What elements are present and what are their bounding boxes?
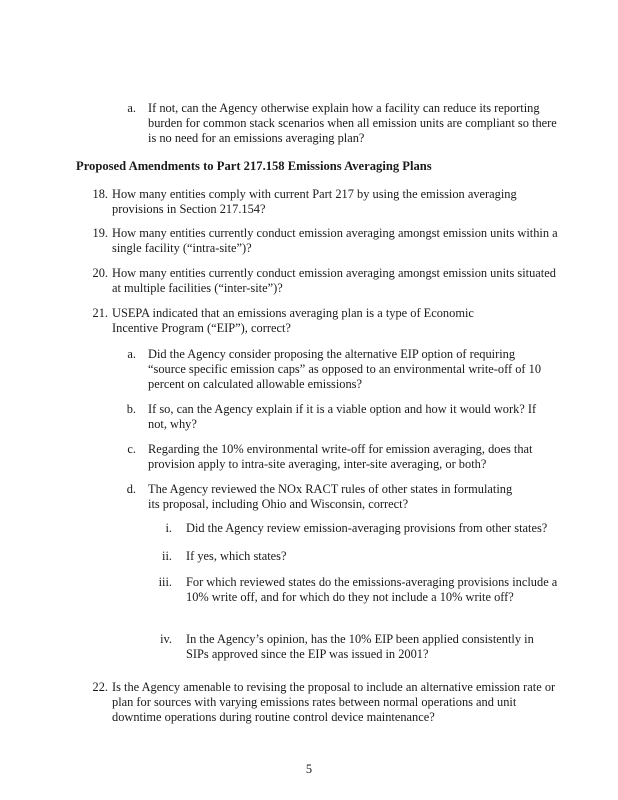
text-line: Did the Agency consider proposing the alternative EIP option of requiring <box>148 347 516 361</box>
text-line: How many entities currently conduct emission averaging amongst emission units situated <box>112 266 556 280</box>
text-line: downtime operations during routine control device maintenance? <box>112 710 435 724</box>
item-label: d. <box>126 482 136 496</box>
text-line: For which reviewed states do the emissions-averaging provisions include a <box>186 575 558 589</box>
section-heading: Proposed Amendments to Part 217.158 Emissions Averaging Plans <box>76 159 432 173</box>
text-line: The Agency reviewed the NOx RACT rules of other states in formulating <box>148 482 513 496</box>
text-line: plan for sources with varying emissions rates between normal operations and unit <box>112 695 517 709</box>
text-line: How many entities currently conduct emission averaging amongst emission units within a <box>112 226 558 240</box>
text-line: SIPs approved since the EIP was issued in 2001? <box>186 647 429 661</box>
text-line: provisions in Section 217.154? <box>112 202 266 216</box>
text-line: Is the Agency amenable to revising the proposal to include an alternative emission rate or <box>112 680 556 694</box>
text-line: How many entities comply with current Part 217 by using the emission averaging <box>112 187 517 201</box>
text-line: single facility (“intra-site”)? <box>112 241 252 255</box>
text-line: If yes, which states? <box>186 549 287 563</box>
item-label: iii. <box>158 575 172 589</box>
text-line: Regarding the 10% environmental write-off for emission averaging, does that <box>148 442 533 456</box>
text-line: burden for common stack scenarios when all emission units are compliant so there <box>148 116 557 130</box>
item-label: c. <box>127 442 136 456</box>
text-line: USEPA indicated that an emissions averaging plan is a type of Economic <box>112 306 474 320</box>
text-line: If not, can the Agency otherwise explain how a facility can reduce its reporting <box>148 101 540 115</box>
text-line: percent on calculated allowable emissions? <box>148 377 362 391</box>
item-label: iv. <box>160 632 172 646</box>
question-number: 18. <box>92 187 108 201</box>
page-number: 5 <box>305 762 313 776</box>
text-line: “source specific emission caps” as opposed to an environmental write-off of 10 <box>148 362 542 376</box>
text-line: is no need for an emissions averaging plan? <box>148 131 365 145</box>
question-number: 22. <box>92 680 108 694</box>
question-number: 20. <box>92 266 108 280</box>
item-label: a. <box>127 347 136 361</box>
item-label: a. <box>127 101 136 115</box>
text-line: Did the Agency review emission-averaging provisions from other states? <box>186 521 548 535</box>
text-line: its proposal, including Ohio and Wisconsin, correct? <box>148 497 409 511</box>
text-line: at multiple facilities (“inter-site”)? <box>112 281 283 295</box>
question-number: 21. <box>92 306 108 320</box>
text-line: provision apply to intra-site averaging, inter-site averaging, or both? <box>148 457 487 471</box>
text-line: In the Agency’s opinion, has the 10% EIP been applied consistently in <box>186 632 534 646</box>
item-label: i. <box>165 521 172 535</box>
item-label: b. <box>126 402 136 416</box>
text-line: If so, can the Agency explain if it is a viable option and how it would work? If <box>148 402 537 416</box>
text-line: Incentive Program (“EIP”), correct? <box>112 321 291 335</box>
item-label: ii. <box>162 549 172 563</box>
question-number: 19. <box>92 226 108 240</box>
text-line: 10% write off, and for which do they not include a 10% write off? <box>186 590 514 604</box>
text-line: not, why? <box>148 417 197 431</box>
